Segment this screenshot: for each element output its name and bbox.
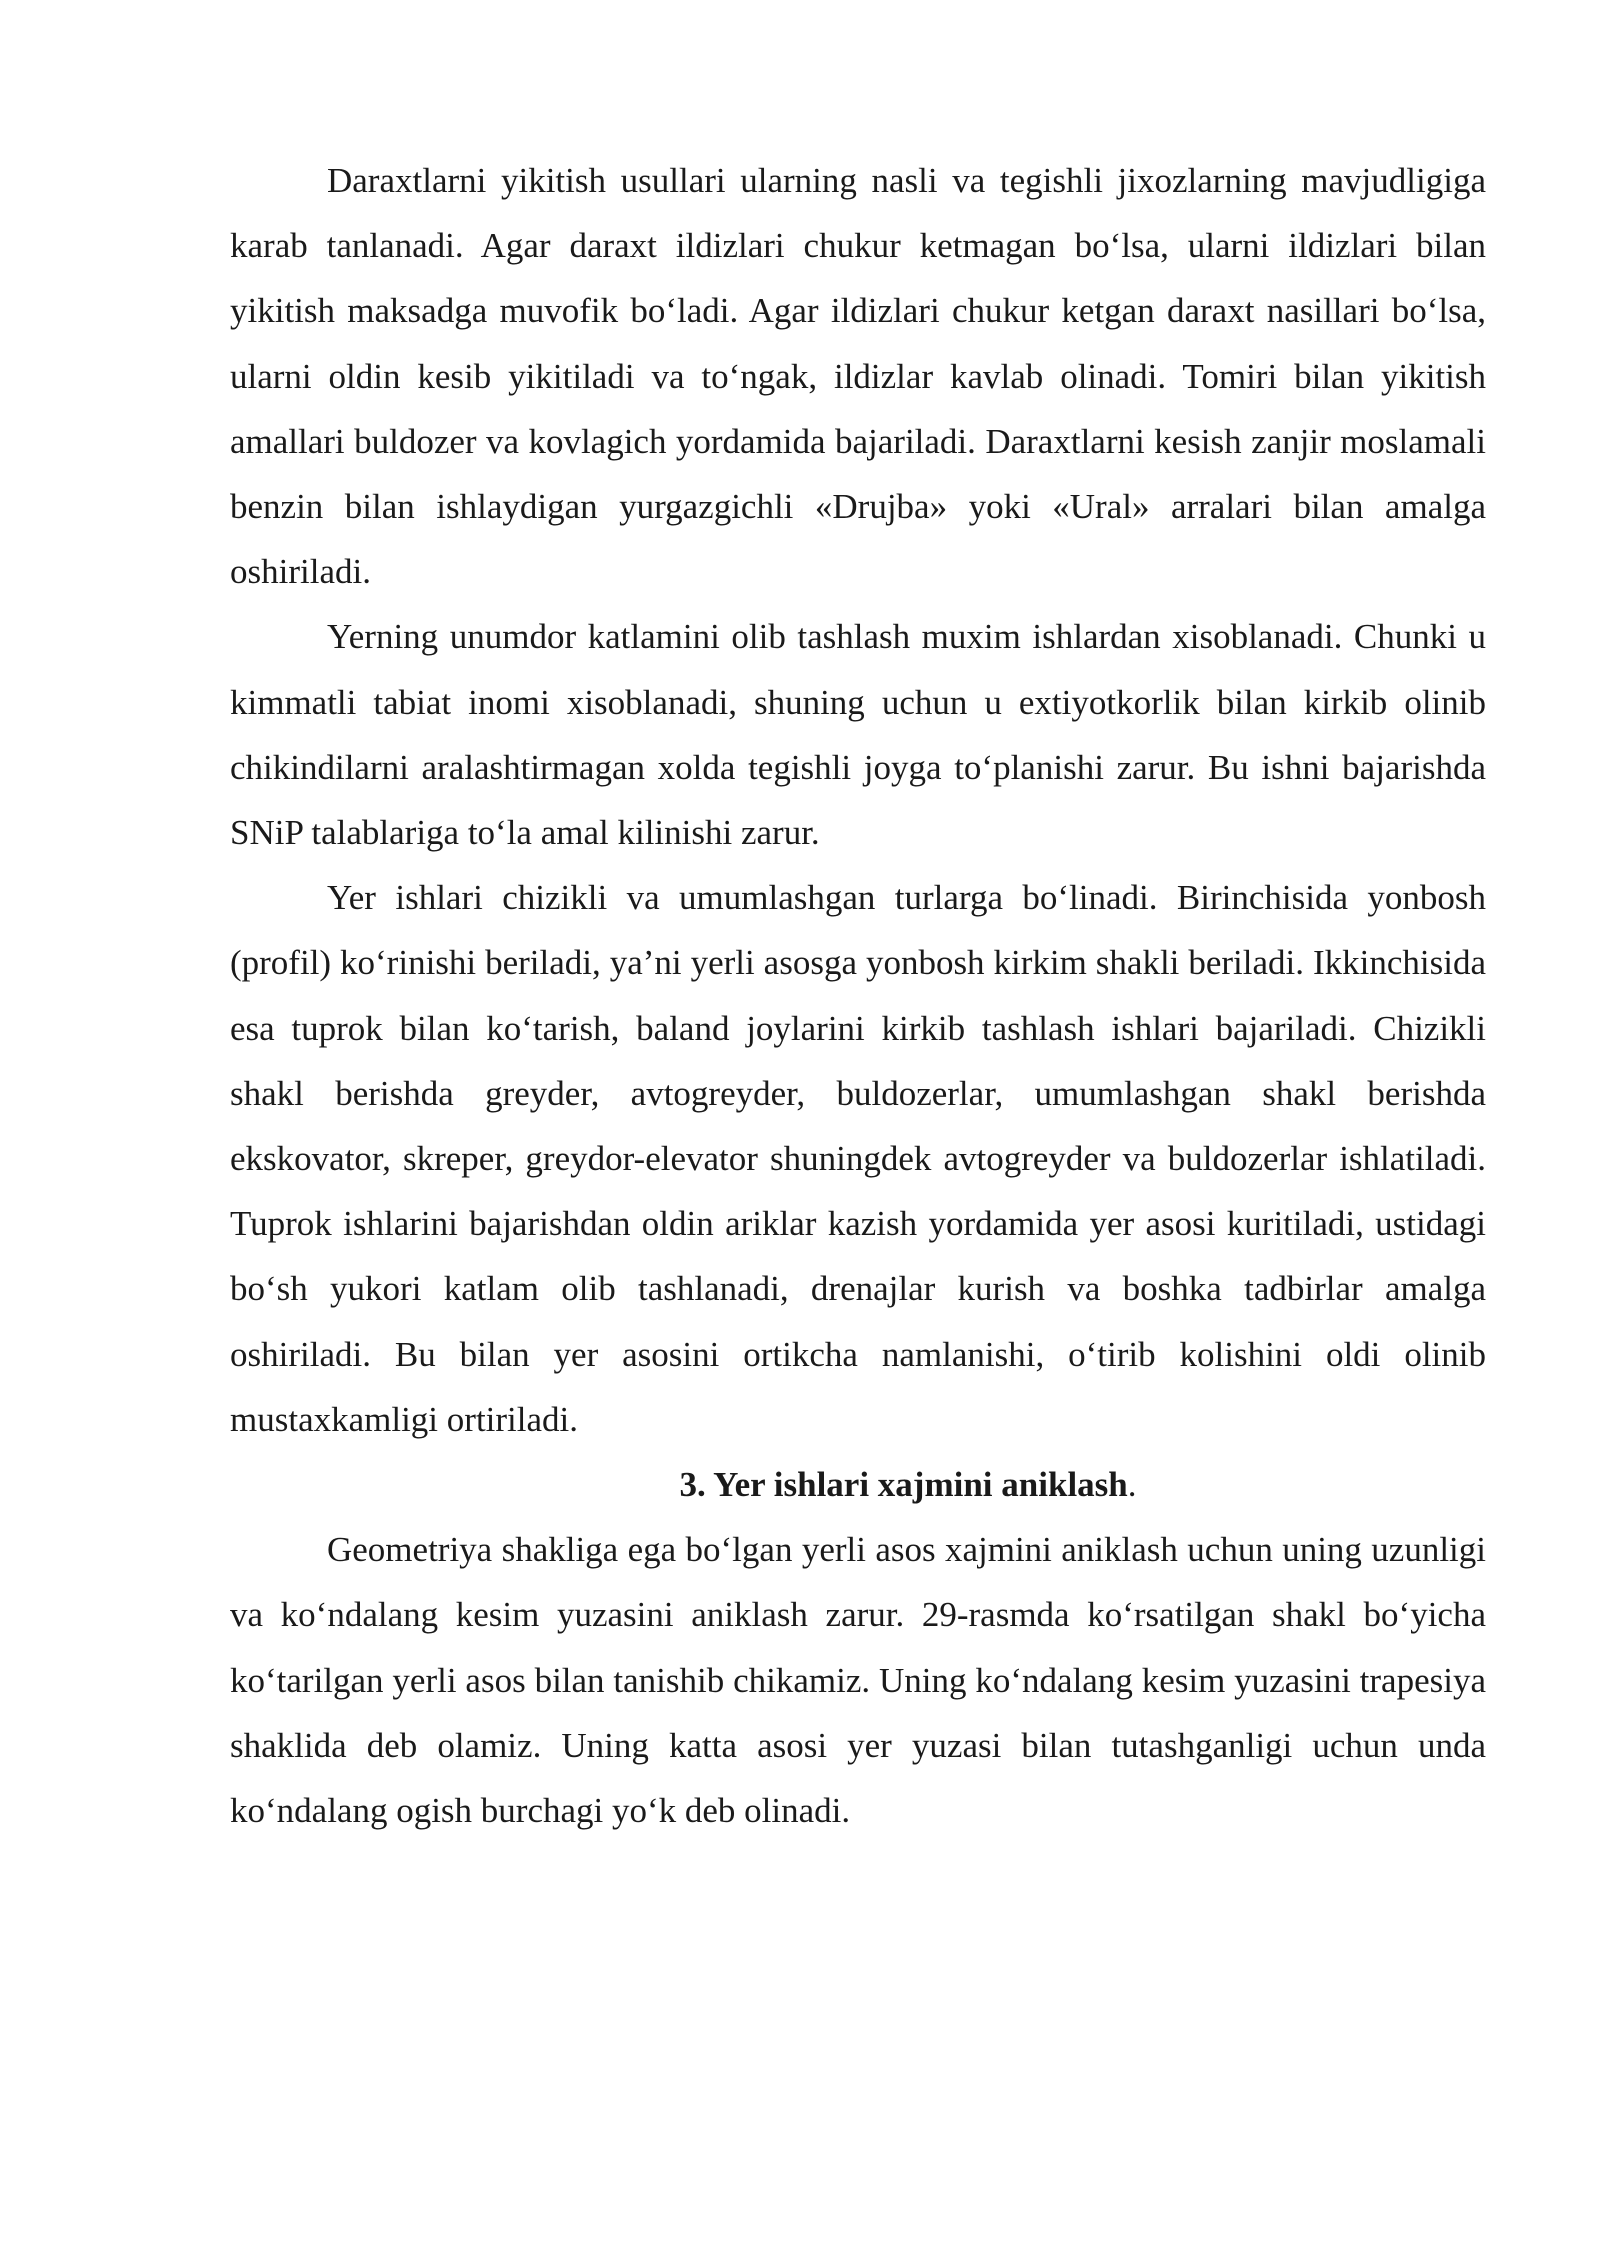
- paragraph-volume-calculation: Geometriya shakliga ega bo‘lgan yerli asos xajmini aniklash uchun uning uzunligi va ko‘ndalang kesim yuzasini aniklash zarur. 29-rasmda ko‘rsatilgan shakl bo‘yicha ko‘tarilgan yerli asos bilan tanishib chikamiz. Uning ko‘ndalang kesim yuzasini trapesiya shaklida deb olamiz. Uning katta asosi yer yuzasi bilan tutashganligi uchun unda ko‘ndalang ogish burchagi yo‘k deb olinadi.: [230, 1530, 1486, 1831]
- paragraph-earthwork-types: Yer ishlari chizikli va umumlashgan turlarga bo‘linadi. Birinchisida yonbosh (profil) ko‘rinishi beriladi, ya’ni yerli asosga yonbosh kirkim shakli beriladi. Ikkinchisida esa tuprok bilan ko‘tarish, baland joylarini kirkib tashlash ishlari bajariladi. Chizikli shakl berishda greyder, avtogreyder, buldozerlar, umumlashgan shakl berishda ekskovator, skreper, greydor-elevator shuningdek avtogreyder va buldozerlar ishlatiladi. Tuprok ishlarini bajarishdan oldin ariklar kazish yordamida yer asosi kuritiladi, ustidagi bo‘sh yukori katlam olib tashlanadi, drenajlar kurish va boshka tadbirlar amalga oshiriladi. Bu bilan yer asosini ortikcha namlanishi, o‘tirib kolishini oldi olinib mustaxkamligi ortiriladi.: [230, 878, 1486, 1439]
- paragraph-tree-felling: Daraxtlarni yikitish usullari ularning nasli va tegishli jixozlarning mavjudligiga karab tanlanadi. Agar daraxt ildizlari chukur ketmagan bo‘lsa, ularni ildizlari bilan yikitish maksadga muvofik bo‘ladi. Agar ildizlari chukur ketgan daraxt nasillari bo‘lsa, ularni oldin kesib yikitiladi va to‘ngak, ildizlar kavlab olinadi. Tomiri bilan yikitish amallari buldozer va kovlagich yordamida bajariladi. Daraxtlarni kesish zanjir moslamali benzin bilan ishlaydigan yurgazgichli «Drujba» yoki «Ural» arralari bilan amalga oshiriladi.: [230, 161, 1486, 592]
- section-heading-punct: .: [1127, 1465, 1137, 1505]
- section-heading-text: 3. Yer ishlari xajmini aniklash: [679, 1465, 1128, 1505]
- document-body: [230, 148, 1486, 1843]
- section-heading: [230, 1452, 1486, 1517]
- paragraph-topsoil-removal: Yerning unumdor katlamini olib tashlash muxim ishlardan xisoblanadi. Chunki u kimmatli tabiat inomi xisoblanadi, shuning uchun u extiyotkorlik bilan kirkib olinib chikindilarni aralashtirmagan xolda tegishli joyga to‘planishi zarur. Bu ishni bajarishda SNiP talablariga to‘la amal kilinishi zarur.: [230, 617, 1486, 853]
